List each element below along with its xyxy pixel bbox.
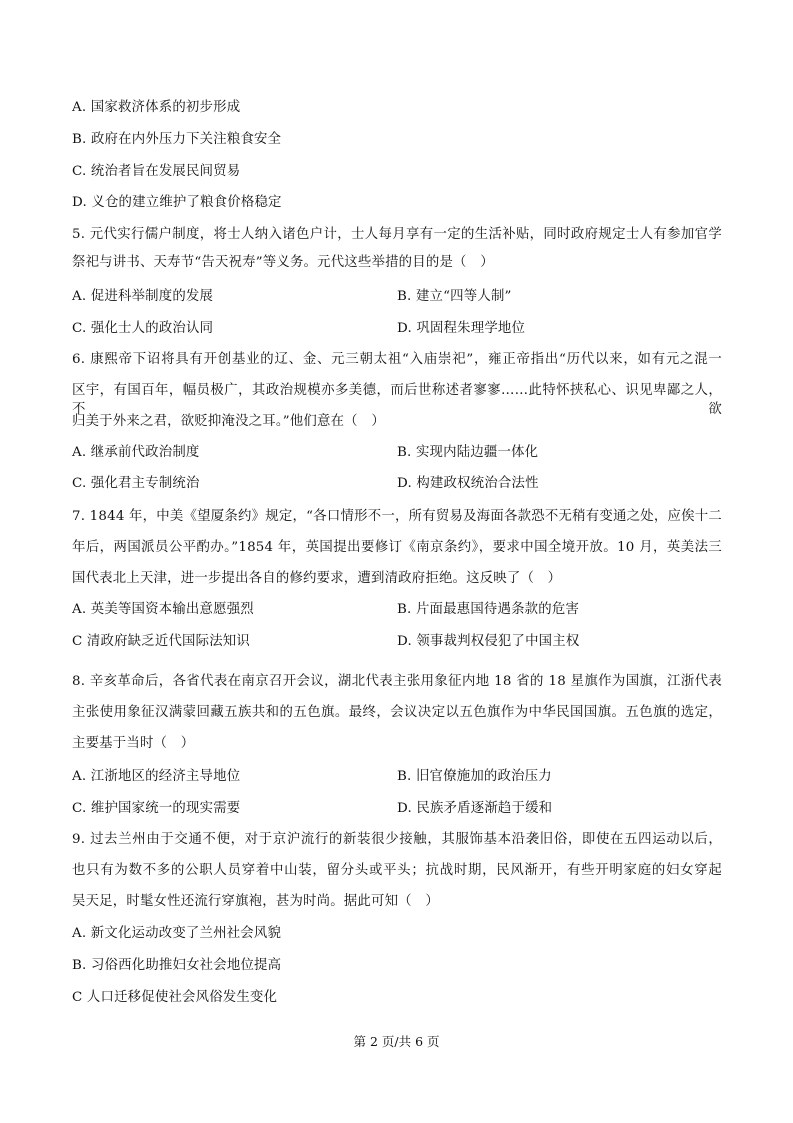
q5-stem-line-2: 祭祀与讲书、天寿节“告天祝寿”等义务。元代这些举措的目的是（ ） — [72, 255, 494, 270]
q9-option-b: B. 习俗西化助推妇女社会地位提高 — [72, 958, 282, 973]
q6-option-c: C. 强化君主专制统治 — [72, 476, 200, 491]
q8-option-c: C. 维护国家统一的现实需要 — [72, 801, 241, 816]
q8-option-a: A. 江浙地区的经济主导地位 — [72, 769, 241, 784]
q5-option-b: B. 建立“四等人制” — [397, 289, 512, 304]
q5-stem-line-1: 5. 元代实行儒户制度，将士人纳入诸色户计，士人每月享有一定的生活补贴，同时政府规定士人有参加官学 — [72, 227, 722, 242]
q7-stem-line-2: 年后，两国派员公平酌办。”1854 年，英国提出要修订《南京条约》，要求中国全境开放。10 月，英美法三 — [72, 540, 722, 555]
q8-stem-line-1: 8. 辛亥革命后，各省代表在南京召开会议，湖北代表主张用象征内地 18 省的 18 星旗作为国旗，江浙代表 — [72, 674, 722, 689]
q7-stem-line-3: 国代表北上天津，进一步提出各自的修约要求，遭到清政府拒绝。这反映了（ ） — [72, 571, 562, 586]
q8-stem-line-2: 主张使用象征汉满蒙回藏五族共和的五色旗。最终，会议决定以五色旗作为中华民国国旗。五色旗的选定， — [72, 705, 722, 720]
q6-stem-line-3: 归美于外来之君，欲贬抑淹没之耳。”他们意在（ ） — [72, 414, 385, 429]
q7-option-c: C 清政府缺乏近代国际法知识 — [72, 634, 250, 649]
q8-option-d: D. 民族矛盾逐渐趋于缓和 — [397, 801, 553, 816]
q9-option-a: A. 新文化运动改变了兰州社会风貌 — [72, 926, 282, 941]
q7-option-a: A. 英美等国资本输出意愿强烈 — [72, 602, 254, 617]
q4-option-b: B. 政府在内外压力下关注粮食安全 — [72, 132, 282, 147]
q4-option-c: C. 统治者旨在发展民间贸易 — [72, 164, 241, 179]
q9-stem-line-3: 吴天足，时髦女性还流行穿旗袍，甚为时尚。据此可知（ ） — [72, 894, 439, 909]
q6-stem-line-1: 6. 康熙帝下诏将具有开创基业的辽、金、元三朝太祖“入庙崇祀”，雍正帝指出“历代以来，如有元之混一 — [72, 352, 722, 367]
q5-option-a: A. 促进科举制度的发展 — [72, 289, 214, 304]
q9-stem-line-1: 9. 过去兰州由于交通不便，对于京沪流行的新装很少接触，其服饰基本沿袭旧俗，即使在五四运动以后， — [72, 832, 722, 847]
q9-option-c: C 人口迁移促使社会风俗发生变化 — [72, 990, 278, 1005]
q6-option-d: D. 构建政权统治合法性 — [397, 476, 539, 491]
q4-option-d: D. 义仓的建立维护了粮食价格稳定 — [72, 195, 282, 210]
page-footer: 第 2 页/共 6 页 — [353, 1034, 440, 1049]
q4-option-a: A. 国家救济体系的初步形成 — [72, 100, 241, 115]
q6-option-a: A. 继承前代政治制度 — [72, 445, 200, 460]
q8-stem-line-3: 主要基于当时（ ） — [72, 736, 195, 751]
q7-option-d: D. 领事裁判权侵犯了中国主权 — [397, 634, 580, 649]
q6-stem-line-2: 区宇，有国百年，幅员极广，其政治规模亦多美德，而后世称述者寥寥……此特怀挟私心、识见卑鄙之人，不欲 — [72, 383, 722, 417]
q9-stem-line-2: 也只有为数不多的公职人员穿着中山装，留分头或平头；抗战时期，民风渐开，有些开明家庭的妇女穿起 — [72, 863, 722, 878]
q5-option-d: D. 巩固程朱理学地位 — [397, 321, 526, 336]
q7-stem-line-1: 7. 1844 年，中美《望厦条约》规定，“各口情形不一，所有贸易及海面各款恐不无稍有变通之处，应俟十二 — [72, 509, 722, 524]
q6-option-b: B. 实现内陆边疆一体化 — [397, 445, 539, 460]
q7-option-b: B. 片面最惠国待遇条款的危害 — [397, 602, 580, 617]
q5-option-c: C. 强化士人的政治认同 — [72, 321, 214, 336]
q8-option-b: B. 旧官僚施加的政治压力 — [397, 769, 552, 784]
